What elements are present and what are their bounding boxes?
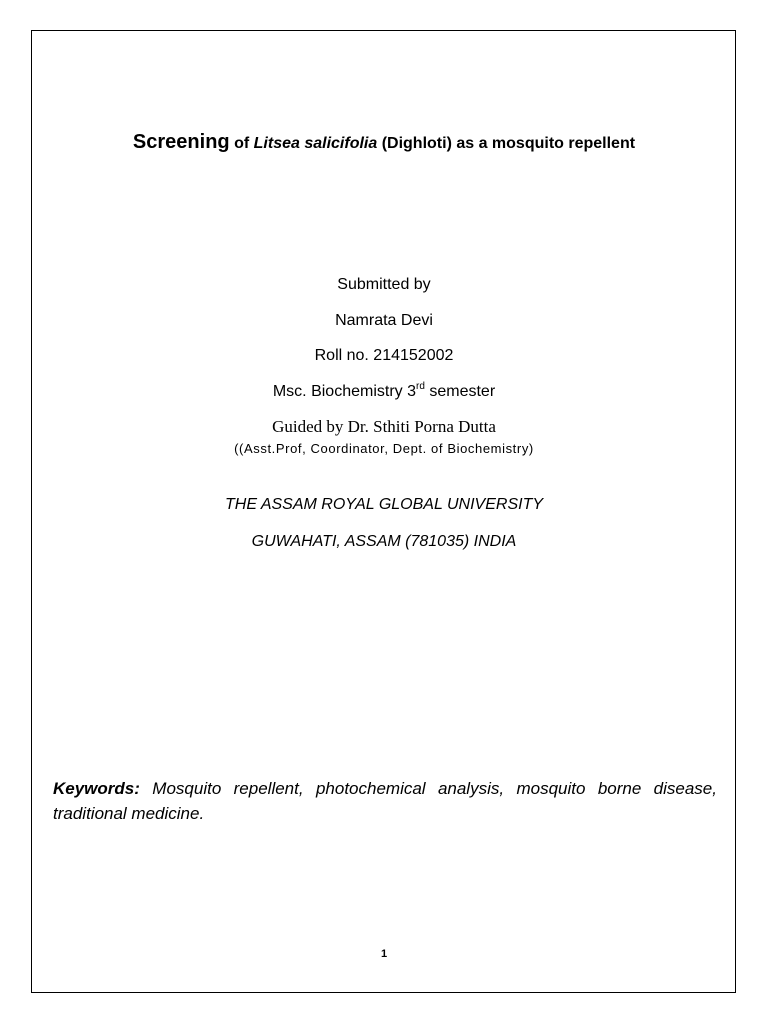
title-of: of xyxy=(234,135,250,152)
submitted-by: Submitted by xyxy=(337,276,431,293)
keywords-label: Keywords: xyxy=(53,779,140,798)
document-title xyxy=(0,128,768,158)
author-name: Namrata Devi xyxy=(335,312,433,329)
title-rest: (Dighloti) as a mosquito repellent xyxy=(381,135,636,152)
guided-by: Guided by Dr. Sthiti Porna Dutta xyxy=(272,417,496,436)
keywords-paragraph xyxy=(53,776,717,826)
title-species: Litsea salicifolia xyxy=(253,135,378,152)
university-address: GUWAHATI, ASSAM (781035) INDIA xyxy=(251,533,517,550)
title-lead: Screening xyxy=(132,131,230,153)
course-prefix: Msc. Biochemistry 3 xyxy=(272,383,416,400)
keywords-text: Mosquito repellent, photochemical analysis, mosquito borne disease, traditional medicine. xyxy=(53,779,717,823)
roll-number: Roll no. 214152002 xyxy=(314,347,454,364)
university-name: THE ASSAM ROYAL GLOBAL UNIVERSITY xyxy=(224,496,544,513)
page-number: 1 xyxy=(380,948,388,960)
course-suffix: semester xyxy=(429,383,496,400)
course-superscript: rd xyxy=(415,381,425,392)
course-line xyxy=(0,383,768,401)
guide-affiliation: ((Asst.Prof, Coordinator, Dept. of Biochemistry) xyxy=(234,441,534,456)
